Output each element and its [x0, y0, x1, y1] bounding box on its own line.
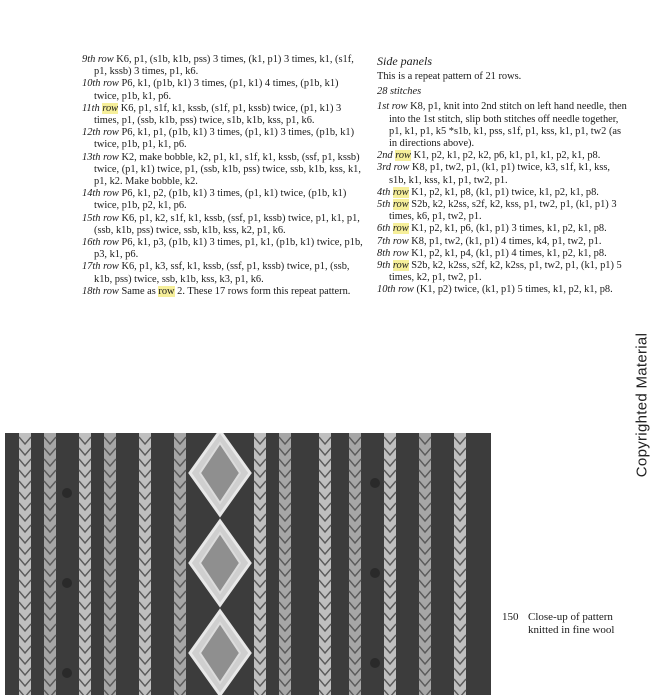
row-text: K1, p2, k1, p4, (k1, p1) 4 times, k1, p2, k1, p8.: [411, 247, 607, 259]
highlighted-word: row: [392, 260, 409, 272]
row-text: K1, p2, k1, p6, (k1, p1) 3 times, k1, p2, k1, p8.: [411, 223, 607, 235]
highlighted-word: row: [392, 186, 409, 198]
row-label: 14th row: [82, 188, 119, 200]
highlighted-word: row: [395, 150, 411, 162]
side-row-instruction: [377, 101, 629, 150]
knitting-pattern-photo: [5, 433, 491, 695]
figure-caption: [502, 611, 652, 637]
row-label: 9th row: [82, 54, 114, 65]
row-instruction: [82, 78, 365, 102]
left-column: [82, 54, 365, 298]
row-text-start: Same as: [121, 285, 159, 297]
row-text: K6, p1, (s1b, k1b, pss) 3 times, (k1, p1) 3 times, k1, (s1f, p1, kssb) 3 times, p1, k6.: [94, 54, 354, 78]
stitch-count: 28 stitches: [377, 86, 422, 98]
row-instruction: [82, 127, 365, 151]
side-row-instruction: [377, 223, 629, 235]
side-row-instruction: [377, 150, 629, 162]
row-instruction: [82, 103, 365, 127]
row-instruction: [82, 286, 365, 298]
row-instruction: [82, 54, 365, 78]
row-label: 2nd: [377, 150, 393, 162]
row-instruction: [82, 237, 365, 261]
side-row-instruction: [377, 236, 629, 248]
row-label: 15th row: [82, 212, 119, 224]
caption-line-2: knitted in fine wool: [528, 624, 615, 636]
row-text: K1, p2, k1, p2, k2, p6, k1, p1, k1, p2, k1, p8.: [413, 150, 601, 162]
row-text: (K1, p2) twice, (k1, p1) 5 times, k1, p2, k1, p8.: [416, 284, 613, 296]
bobble: [370, 658, 380, 668]
row-text: K8, p1, tw2, (k1, p1) 4 times, k4, p1, tw2, p1.: [411, 235, 602, 247]
knit-texture-image: [5, 433, 491, 695]
row-label: 13th row: [82, 151, 119, 163]
bobble: [62, 578, 72, 588]
row-text: K6, p1, k3, ssf, k1, kssb, (ssf, p1, kssb) twice, p1, (ssb, k1b, pss) twice, ssb, k1b, kss, k3, p1, k6.: [94, 261, 350, 285]
highlighted-word: row: [102, 102, 119, 114]
row-text: K8, p1, tw2, p1, (k1, p1) twice, k3, s1f, k1, kss, s1b, k1, kss, k1, p1, tw2, p1.: [389, 162, 611, 186]
row-text: K8, p1, knit into 2nd stitch on left hand needle, then into the 1st stitch, slip both stitches off needle together, p1, k1, p1, k5 *s1b, k1, pss, s1f, p1, kss, k1, p1, tw2 (as in directions above).: [389, 101, 627, 150]
row-text: P6, k1, p3, (p1b, k1) 3 times, p1, k1, (p1b, k1) twice, p1b, p3, k1, p6.: [94, 237, 363, 261]
row-label: 7th row: [377, 235, 409, 247]
side-row-instruction: [377, 284, 629, 296]
side-row-instruction: [377, 162, 629, 186]
bobble: [62, 668, 72, 678]
copyright-watermark: [628, 250, 656, 560]
side-panel-rows: [377, 101, 629, 296]
side-row-instruction: [377, 260, 629, 284]
side-row-instruction: [377, 248, 629, 260]
row-label: 5th: [377, 199, 391, 211]
highlighted-word: row: [392, 223, 409, 235]
row-label: 1st row: [377, 101, 408, 113]
row-label: 3rd row: [377, 162, 410, 174]
row-instruction: [82, 188, 365, 212]
side-panels-heading: Side panels: [377, 54, 432, 68]
bobble: [370, 478, 380, 488]
row-text: K6, p1, k2, s1f, k1, kssb, (ssf, p1, kssb) twice, p1, k1, p1, (ssb, k1b, pss) twice, ssb, k1b, kss, k2, p1, k6.: [94, 212, 360, 236]
row-label: 12th row: [82, 127, 119, 139]
row-instruction: [82, 261, 365, 285]
highlighted-word: row: [392, 199, 409, 211]
row-text: S2b, k2, k2ss, s2f, k2, kss, p1, tw2, p1, (k1, p1) 3 times, k6, p1, tw2, p1.: [389, 199, 617, 223]
bobble: [62, 488, 72, 498]
side-panels-column: [377, 54, 629, 297]
row-text: P6, k1, p2, (p1b, k1) 3 times, (p1, k1) twice, (p1b, k1) twice, p1b, p2, k1, p6.: [94, 188, 347, 212]
row-label: 10th row: [377, 284, 414, 296]
row-text: S2b, k2, k2ss, s2f, k2, k2ss, p1, tw2, p1, (k1, p1) 5 times, k2, p1, tw2, p1.: [389, 260, 622, 284]
row-label: 6th: [377, 223, 391, 235]
side-row-instruction: [377, 199, 629, 223]
row-label: 4th: [377, 186, 391, 198]
row-label: 10th row: [82, 78, 119, 90]
row-label: 8th row: [377, 247, 409, 259]
row-instruction: [82, 152, 365, 189]
side-panels-intro: This is a repeat pattern of 21 rows.: [377, 71, 522, 82]
watermark-text: Copyrighted Material: [633, 332, 651, 478]
row-label: 11th: [82, 102, 100, 114]
row-text: K1, p2, k1, p8, (k1, p1) twice, k1, p2, k1, p8.: [411, 186, 599, 198]
figure-number: 150: [502, 611, 519, 623]
row-text-end: 2. These 17 rows form this repeat pattern.: [174, 285, 351, 297]
side-row-instruction: [377, 187, 629, 199]
row-label: 9th: [377, 260, 391, 272]
row-label: 17th row: [82, 261, 119, 273]
row-text: P6, k1, (p1b, k1) 3 times, (p1, k1) 4 times, (p1b, k1) twice, p1b, k1, p6.: [94, 78, 339, 102]
bobble: [370, 568, 380, 578]
row-label: 16th row: [82, 237, 119, 249]
caption-line-1: Close-up of pattern: [528, 611, 613, 623]
row-label: 18th row: [82, 285, 119, 297]
row-text: P6, k1, p1, (p1b, k1) 3 times, (p1, k1) 3 times, (p1b, k1) twice, p1b, p1, k1, p6.: [94, 127, 355, 151]
row-text: K6, p1, s1f, k1, kssb, (s1f, p1, kssb) twice, (p1, k1) 3 times, p1, (ssb, k1b, pss) twice, s1b, k1b, kss, p1, k6.: [94, 102, 342, 127]
row-instruction: [82, 213, 365, 237]
row-text: K2, make bobble, k2, p1, k1, s1f, k1, kssb, (ssf, p1, kssb) twice, (p1, k1) twice, p1, (ssb, k1b, pss) twice, ssb, k1b, kss, k1, p1, k2. Make bobble, k2.: [94, 151, 361, 188]
highlighted-word: row: [158, 285, 175, 297]
